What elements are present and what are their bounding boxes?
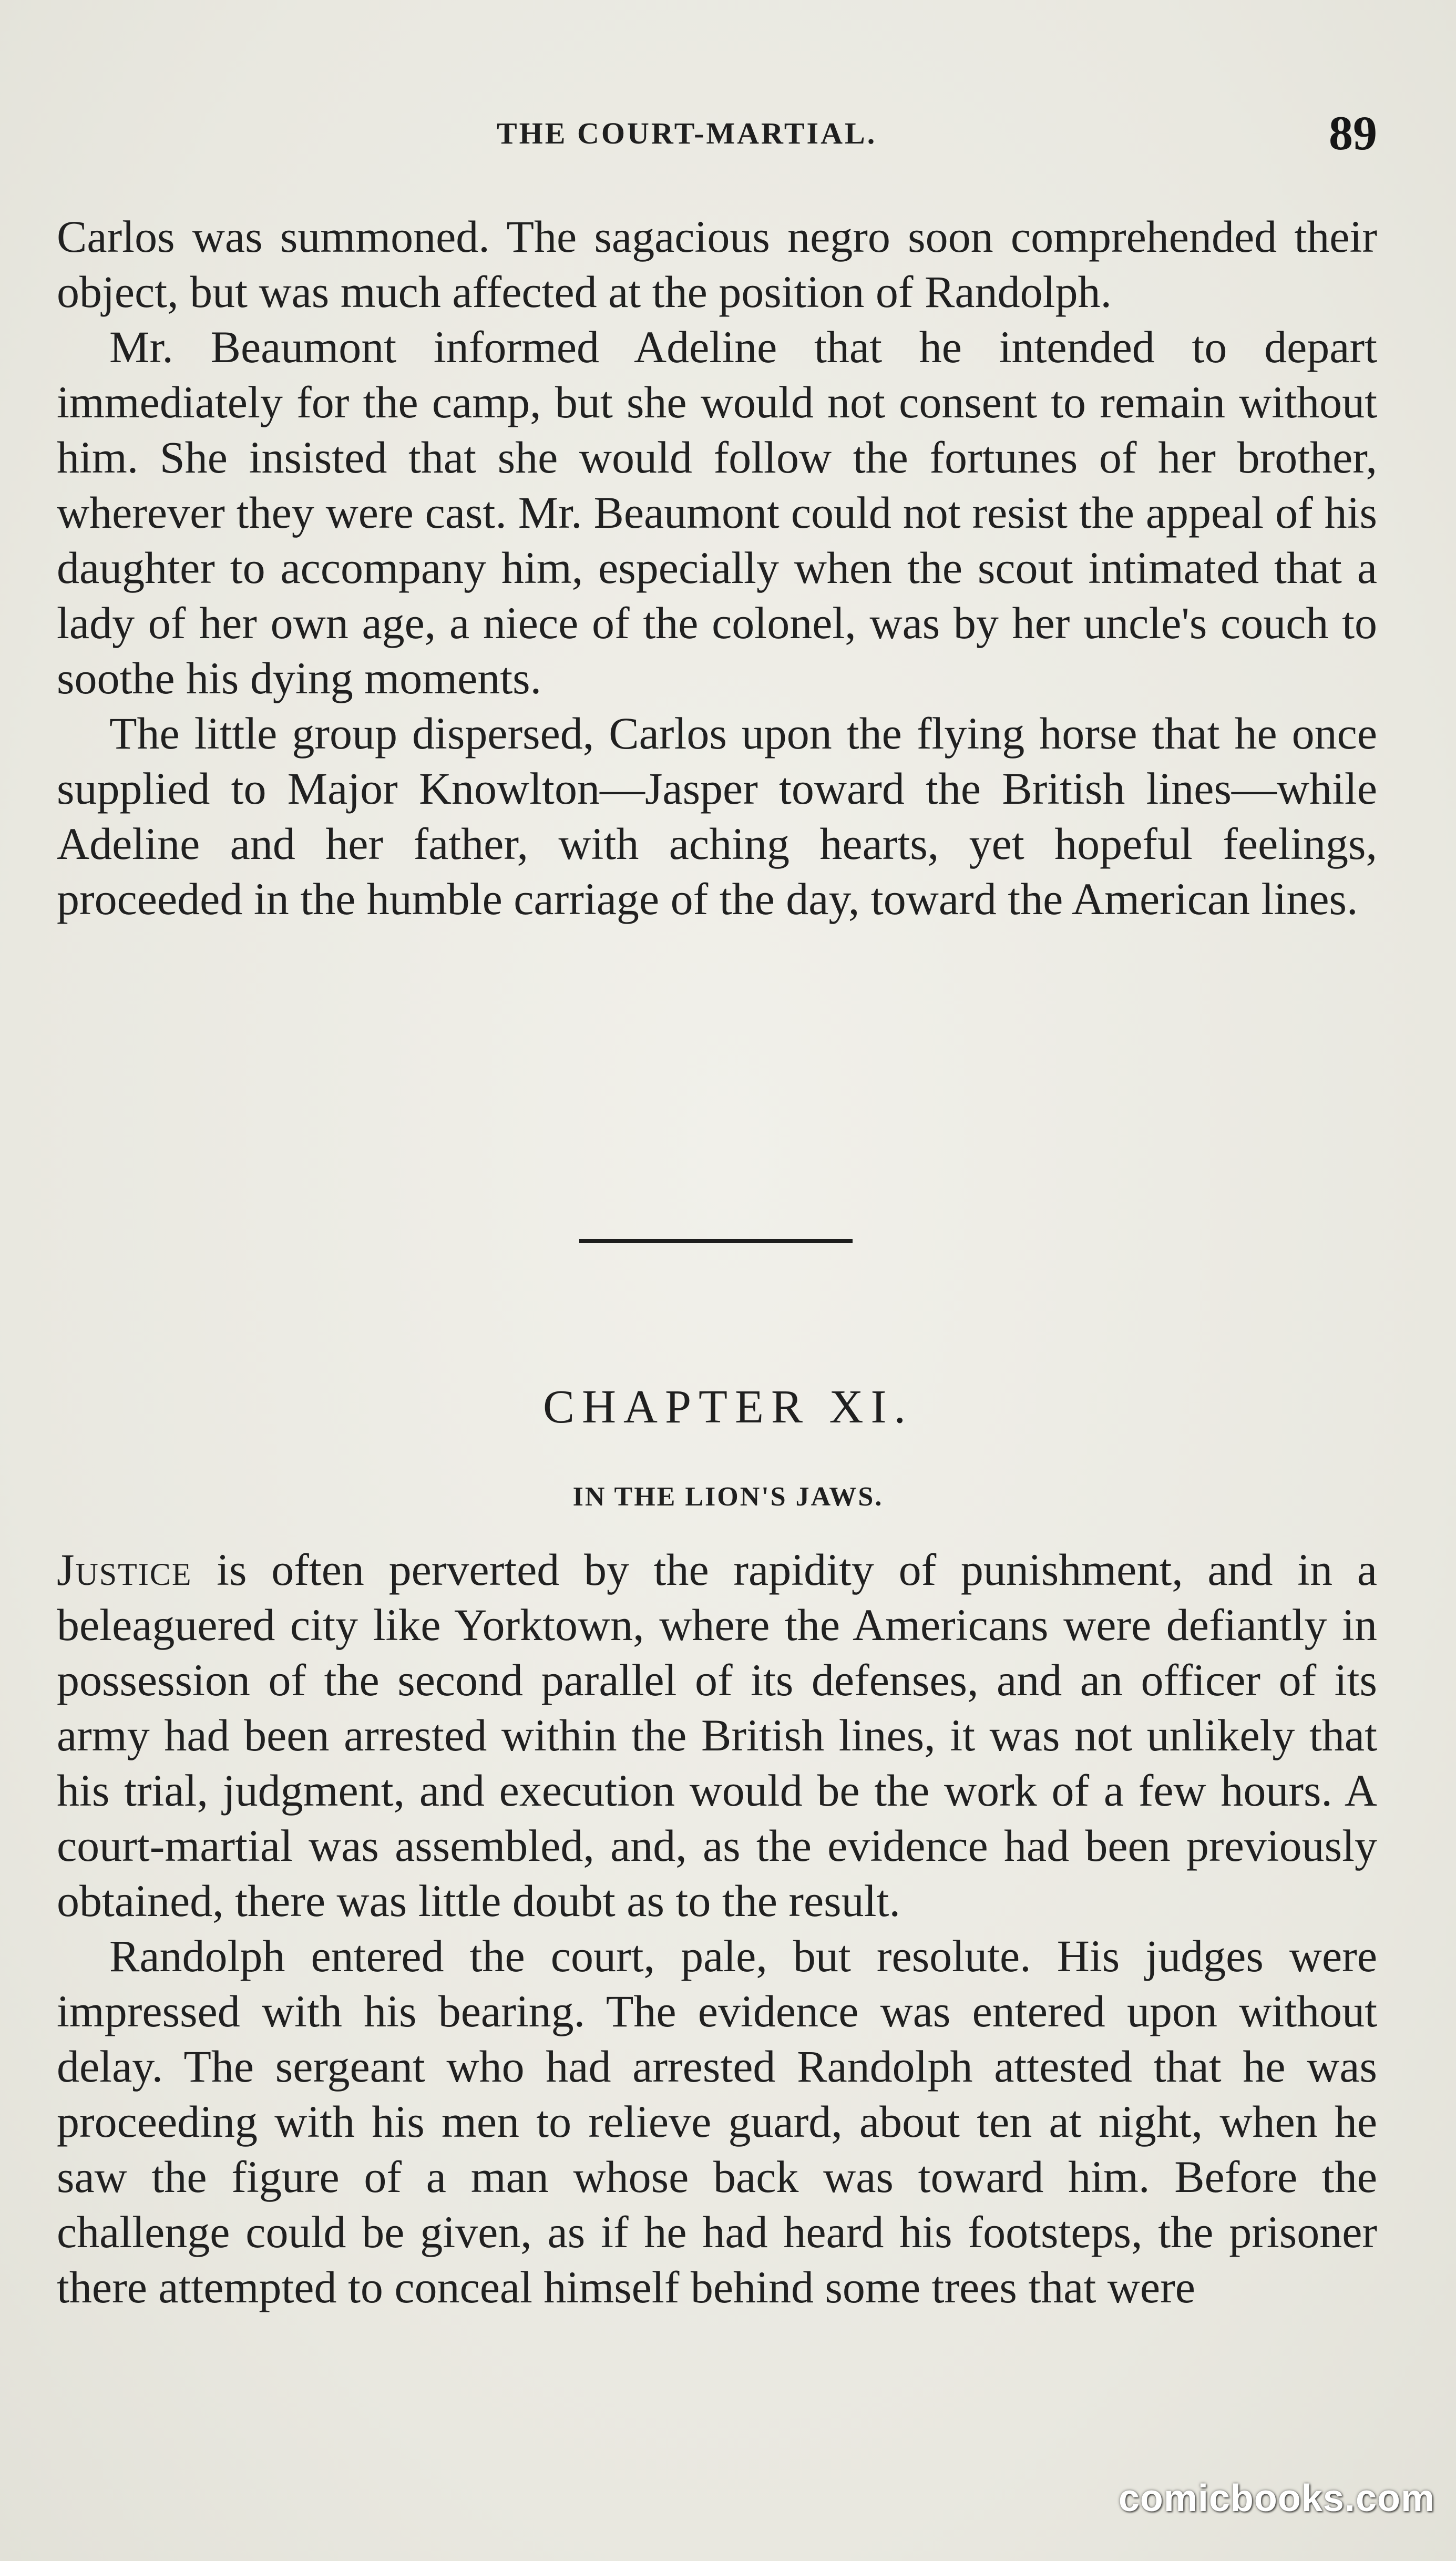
- paragraph-justice-perverted: [57, 1542, 1377, 1929]
- chapter-opening-text: [57, 1542, 1377, 2315]
- chapter-first-word: Justice: [57, 1544, 192, 1595]
- chapter-heading: CHAPTER XI.: [542, 1381, 914, 1433]
- paragraph-beaumont-informs-adeline: Mr. Beaumont informed Adeline that he intended to depart immediately for the camp, but she would not consent to remain without him. She insisted that she would follow the fortunes of her brother, wherever they were cast. Mr. Beaumont could not resist the appeal of his daughter to accompany him, especially when the scout intimated that a lady of her own age, a niece of the colonel, was by her uncle's couch to soothe his dying moments.: [57, 322, 1377, 703]
- chapter-subtitle: IN THE LION'S JAWS.: [572, 1482, 884, 1512]
- section-divider-rule: [579, 1239, 853, 1243]
- page-number: 89: [1329, 106, 1377, 160]
- chapter-first-paragraph-rest: is often perverted by the rapidity of punishment, and in a beleaguered city like Yorktown, where the Americans were defiantly in possession of the second parallel of its defenses, and an officer of its army had been arrested within the British lines, it was not unlikely that his trial, judgment, and execution would be the work of a few hours. A court-martial was assembled, and, as the evidence had been previously obtained, there was little doubt as to the result.: [57, 1544, 1377, 1926]
- watermark-text: comicbooks.com: [1118, 2477, 1435, 2519]
- paragraph-randolph-enters-court: Randolph entered the court, pale, but resolute. His judges were impressed with his bearing. The evidence was entered upon without delay. The sergeant who had arrested Randolph attested that he was proceeding with his men to relieve guard, about ten at night, when he saw the figure of a man whose back was toward him. Before the challenge could be given, as if he had heard his footsteps, the prisoner there attempted to conceal himself behind some trees that were: [57, 1931, 1377, 2312]
- paragraph-group-dispersed: The little group dispersed, Carlos upon the flying horse that he once supplied to Major Knowlton—Jasper toward the British lines—while Adeline and her father, with aching hearts, yet hopeful feelings, proceeded in the humble carriage of the day, toward the American lines.: [57, 708, 1377, 924]
- running-head: [0, 105, 1456, 168]
- paragraph-carlos-summoned: Carlos was summoned. The sagacious negro soon comprehended their object, but was much affected at the position of Randolph.: [57, 211, 1377, 317]
- running-title: THE COURT-MARTIAL.: [497, 116, 877, 150]
- text-before-chapter-break: [57, 209, 1377, 927]
